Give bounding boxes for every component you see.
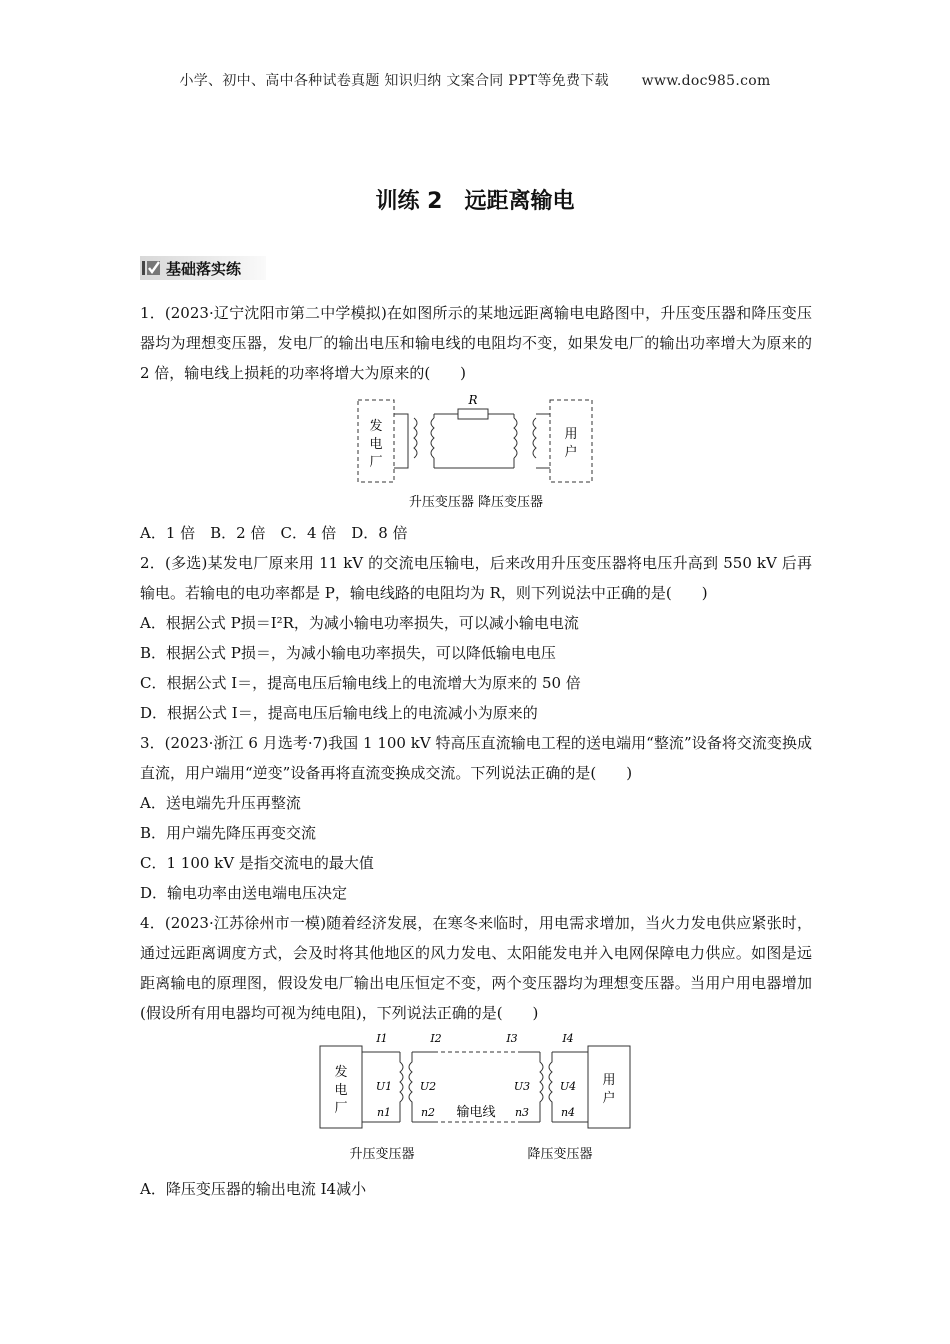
q3-option-b: B．用户端先降压再变交流 (140, 824, 317, 842)
q4-line-label: 输电线 (456, 1105, 496, 1120)
q4-label-u4: U4 (559, 1080, 577, 1093)
q3-option-c: C．1 100 kV 是指交流电的最大值 (140, 854, 374, 872)
q1-figure-caption: 升压变压器 降压变压器 (408, 495, 544, 510)
q4-label-i4: I4 (562, 1032, 574, 1045)
header-url[interactable]: www.doc985.com (641, 73, 771, 89)
q2-option-c: C．根据公式 I＝，提高电压后输电线上的电流增大为原来的 50 倍 (140, 674, 581, 692)
q4-label-i3: I3 (506, 1032, 518, 1045)
q4-label-u3: U3 (513, 1080, 531, 1093)
q4-step-down-caption: 降压变压器 (527, 1147, 593, 1162)
q4-label-u2: U2 (419, 1080, 437, 1093)
q1-resistor-label: R (468, 393, 478, 407)
q4-option-a: A．降压变压器的输出电流 I4减小 (140, 1180, 367, 1198)
checkmark-icon (140, 256, 162, 280)
q1-plant-label-3: 厂 (369, 455, 383, 470)
q1-options: A．1 倍 B．2 倍 C．4 倍 D．8 倍 (140, 524, 408, 542)
page-title: 训练 2 远距离输电 (375, 189, 575, 214)
q4-label-n3: n3 (514, 1106, 530, 1119)
header-text: 小学、初中、高中各种试卷真题 知识归纳 文案合同 PPT等免费下载 (179, 73, 609, 89)
q4-plant-label-3: 厂 (334, 1101, 348, 1116)
q1-user-label-1: 用 (564, 427, 578, 442)
q1-figure (140, 388, 812, 518)
q1-user-label-2: 户 (564, 445, 578, 460)
q3-option-a: A．送电端先升压再整流 (140, 794, 301, 812)
q2-stem: 2．(多选)某发电厂原来用 11 kV 的交流电压输电，后来改用升压变压器将电压升高到 550 kV 后再输电。若输电的电功率都是 P，输电线路的电阻均为 R，则下列说法中正确的是( ) (140, 554, 812, 602)
q4-label-n2: n2 (420, 1106, 436, 1119)
question-list (140, 298, 812, 1204)
q4-label-n4: n4 (560, 1106, 576, 1119)
q4-circuit-diagram (316, 1028, 636, 1174)
q1-plant-label-2: 电 (369, 437, 383, 452)
section-heading (140, 256, 266, 280)
q4-plant-label-2: 电 (334, 1083, 348, 1098)
q4-plant-label-1: 发 (334, 1065, 348, 1080)
q4-label-n1: n1 (376, 1106, 392, 1119)
q1-circuit-diagram (356, 388, 596, 518)
q4-stem: 4．(2023·江苏徐州市一模)随着经济发展，在寒冬来临时，用电需求增加，当火力发电供应紧张时，通过远距离调度方式，会及时将其他地区的风力发电、太阳能发电并入电网保障电力供应。如图是远距离输电的原理图，假设发电厂输出电压恒定不变，两个变压器均为理想变压器。当用户用电器增加(假设所有用电器均可视为纯电阻)，下列说法正确的是( ) (140, 914, 812, 1022)
section-label: 基础落实练 (166, 259, 242, 278)
q2-option-d: D．根据公式 I＝，提高电压后输电线上的电流减小为原来的 (140, 704, 538, 722)
q4-label-u1: U1 (375, 1080, 393, 1093)
q3-option-d: D．输电功率由送电端电压决定 (140, 884, 348, 902)
q4-user-label-2: 户 (602, 1091, 616, 1106)
q4-label-i2: I2 (430, 1032, 442, 1045)
q1-stem: 1．(2023·辽宁沈阳市第二中学模拟)在如图所示的某地远距离输电电路图中，升压变压器和降压变压器均为理想变压器，发电厂的输出电压和输电线的电阻均不变，如果发电厂的输出功率增大为原来的 2 倍，输电线上损耗的功率将增大为原来的( ) (140, 304, 812, 382)
q4-step-up-caption: 升压变压器 (349, 1147, 415, 1162)
q2-option-b: B．根据公式 P损＝，为减小输电功率损失，可以降低输电电压 (140, 644, 556, 662)
q4-figure (140, 1028, 812, 1174)
q4-user-label-1: 用 (602, 1073, 616, 1088)
q2-option-a: A．根据公式 P损＝I²R，为减小输电功率损失，可以减小输电电流 (140, 614, 579, 632)
page-header (0, 70, 950, 90)
q3-stem: 3．(2023·浙江 6 月选考·7)我国 1 100 kV 特高压直流输电工程的送电端用“整流”设备将交流变换成直流，用户端用“逆变”设备再将直流变换成交流。下列说法正确的是( ) (140, 734, 812, 782)
q1-plant-label-1: 发 (369, 419, 383, 434)
q4-label-i1: I1 (376, 1032, 388, 1045)
